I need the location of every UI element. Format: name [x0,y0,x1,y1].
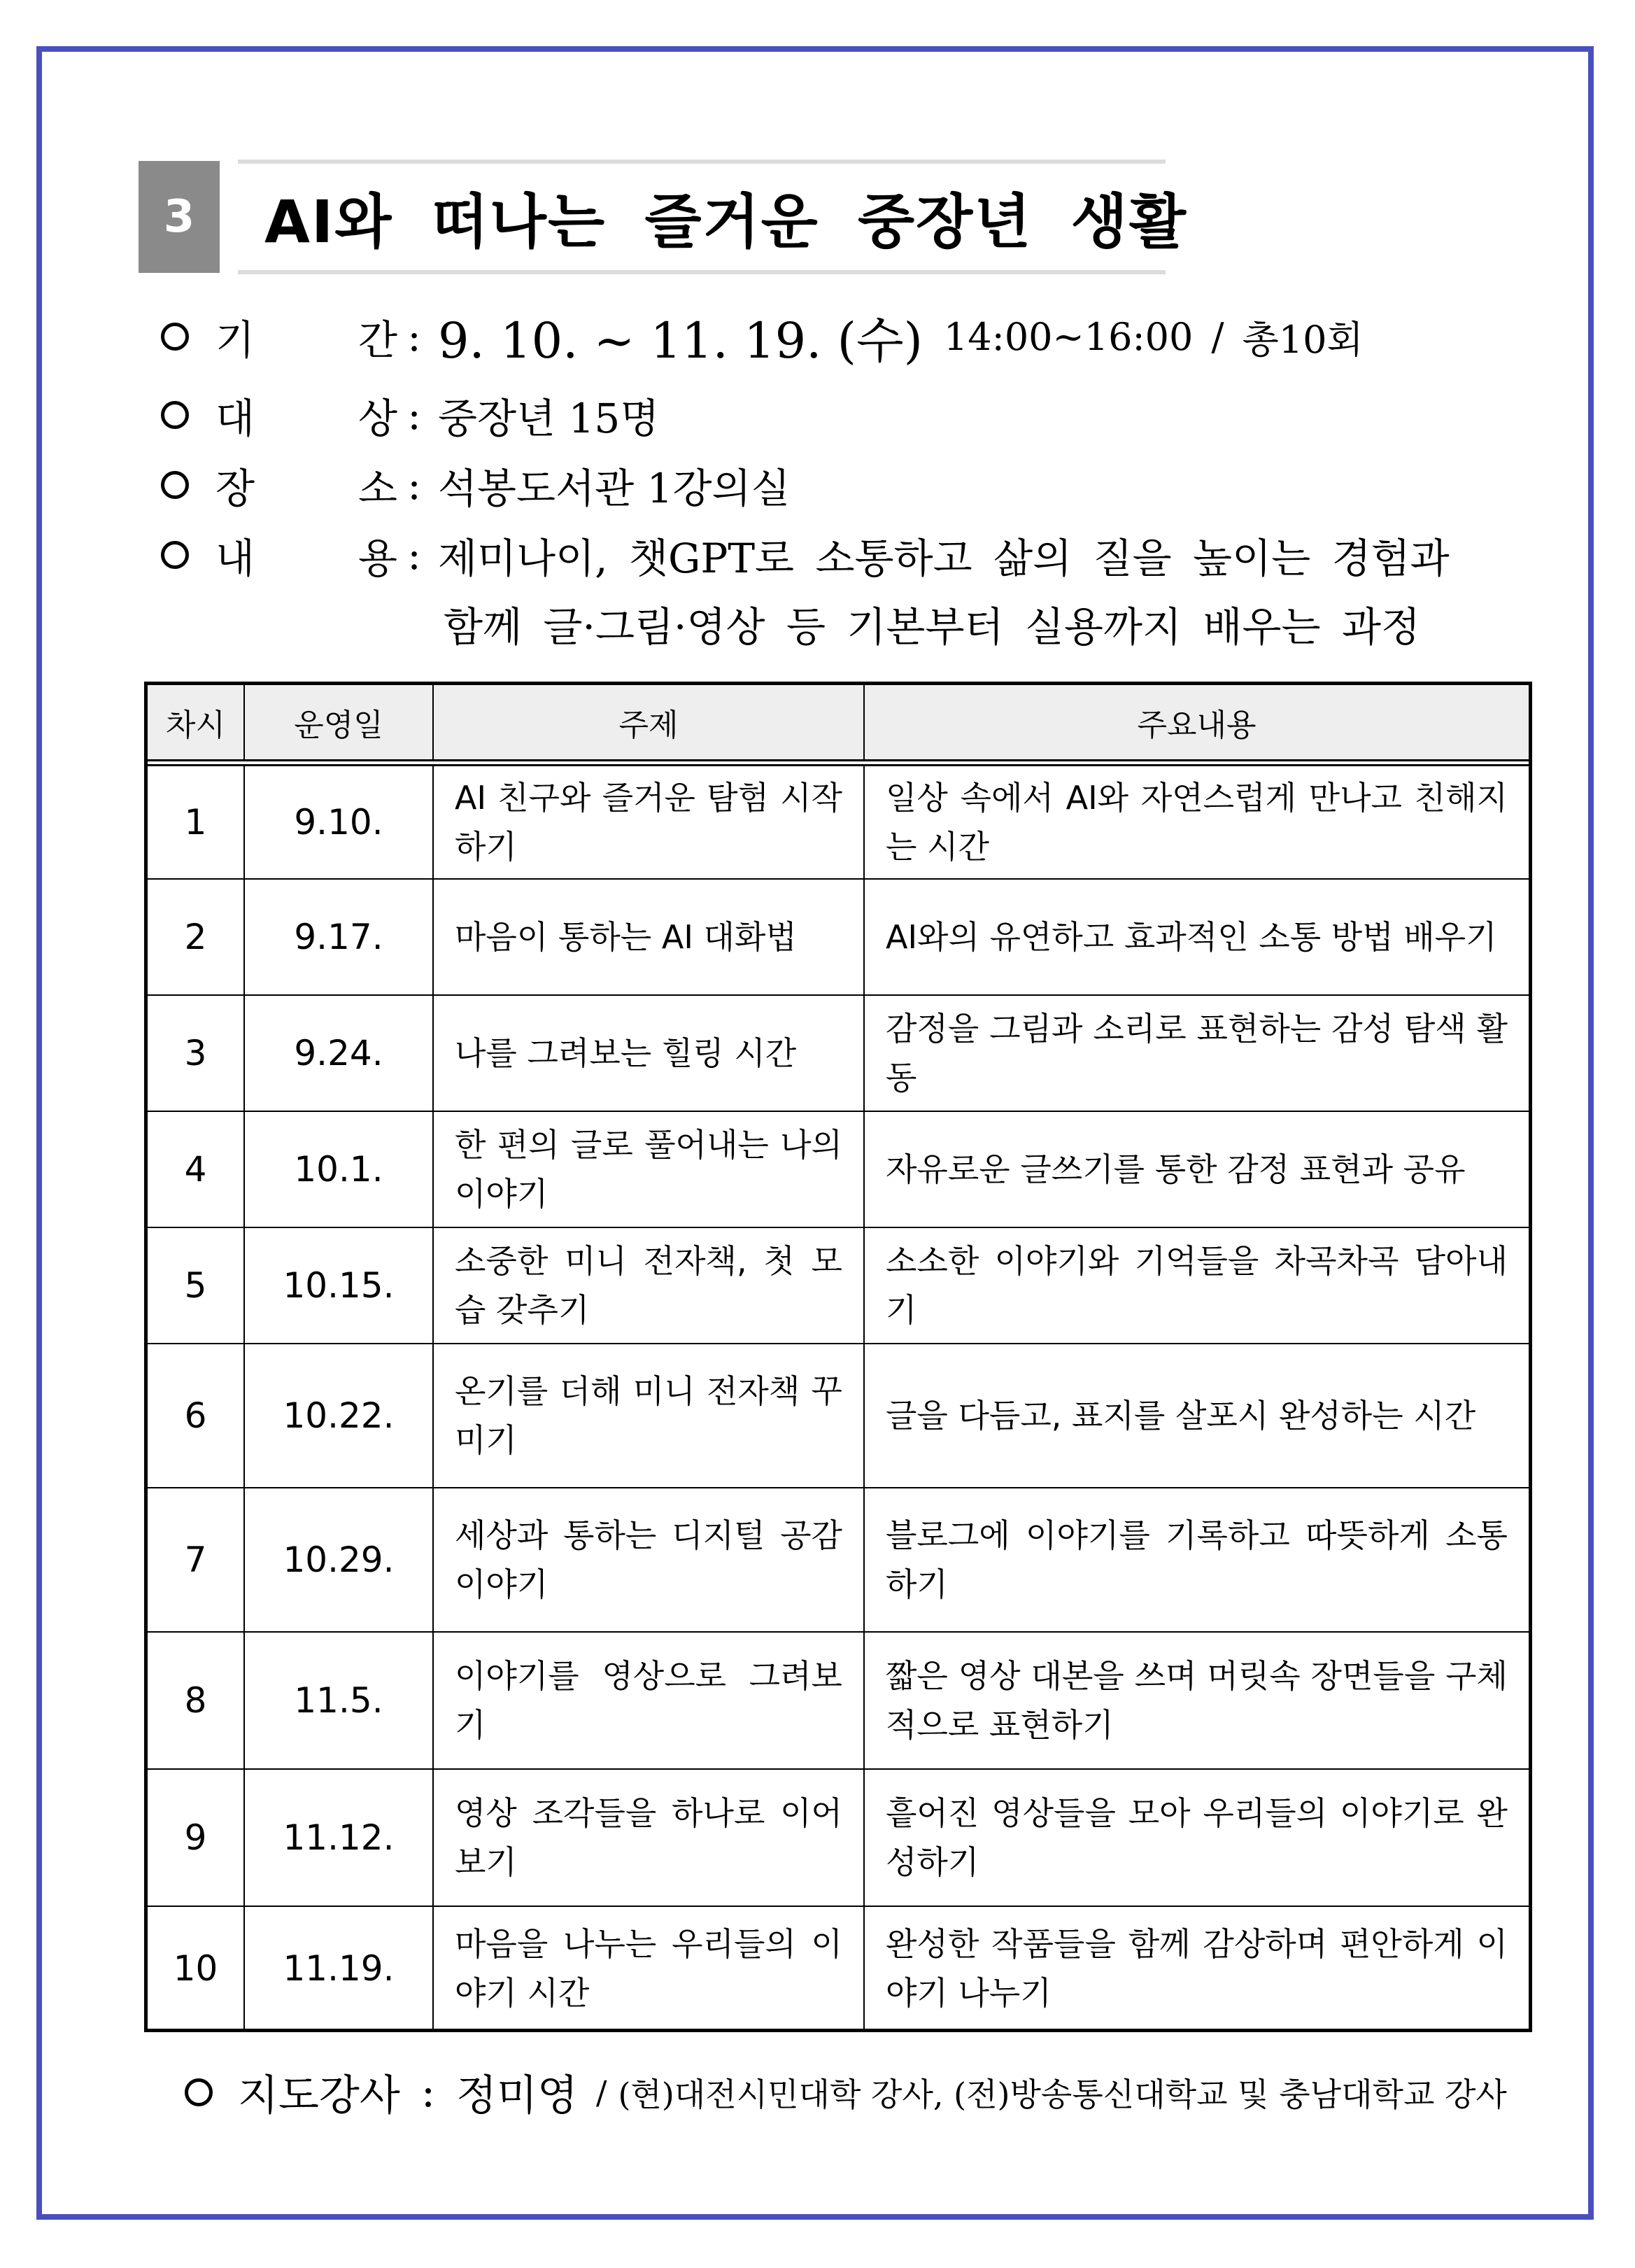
instructor-colon: : [420,2068,436,2117]
info-content [161,523,1450,586]
instructor-name: 정미영 [456,2071,578,2120]
session-content: 글을 다듬고, 표지를 살포시 완성하는 시간 [864,1344,1529,1488]
table-row [148,879,1529,995]
session-content: 블로그에 이야기를 기록하고 따뜻하게 소통하기 [864,1488,1529,1632]
title-bottom-rule [238,270,1166,274]
info-place [161,453,791,516]
session-content: 짧은 영상 대본을 쓰며 머릿속 장면들을 구체적으로 표현하기 [864,1632,1529,1769]
circle-bullet-icon [161,323,189,351]
session-no: 2 [148,879,244,995]
session-topic: 영상 조각들을 하나로 이어보기 [433,1769,864,1906]
period-dates: 9. 10. ~ 11. 19. (수) [438,311,923,369]
info-colon: : [407,531,421,579]
period-time: 14:00~16:00 [943,314,1194,359]
info-period [161,305,1364,368]
session-date: 10.22. [244,1344,433,1488]
session-no: 7 [148,1488,244,1632]
circle-bullet-icon [185,2078,213,2106]
circle-bullet-icon [161,401,189,429]
session-topic: 마음을 나누는 우리들의 이야기 시간 [433,1906,864,2029]
table-row [148,1488,1529,1632]
session-date: 11.19. [244,1906,433,2029]
session-topic: 나를 그려보는 힐링 시간 [433,995,864,1111]
session-no: 8 [148,1632,244,1769]
section-number: 3 [139,161,220,273]
session-topic: 세상과 통하는 디지털 공감 이야기 [433,1488,864,1632]
session-date: 11.12. [244,1769,433,1906]
session-date: 9.17. [244,879,433,995]
instructor-affiliation: (현)대전시민대학 강사, (전)방송통신대학교 및 충남대학교 강사 [618,2076,1507,2113]
instructor-sep: / [595,2073,607,2111]
session-topic: 온기를 더해 미니 전자책 꾸미기 [433,1344,864,1488]
info-label: 내 용 [215,535,397,582]
session-date: 9.10. [244,763,433,879]
session-topic: 이야기를 영상으로 그려보기 [433,1632,864,1769]
session-date: 10.1. [244,1111,433,1227]
table-row [148,763,1529,879]
session-date: 11.5. [244,1632,433,1769]
session-content: 소소한 이야기와 기억들을 차곡차곡 담아내기 [864,1227,1529,1344]
info-target [161,383,659,446]
session-no: 1 [148,763,244,879]
session-no: 4 [148,1111,244,1227]
table-header-row [148,685,1529,763]
table-row [148,1227,1529,1344]
schedule-table [144,682,1532,2032]
place-value: 석봉도서관 1강의실 [438,465,791,512]
table-row [148,1111,1529,1227]
period-sep: / [1211,314,1224,359]
info-label: 기 간 [215,316,397,364]
table-row [148,995,1529,1111]
table-row [148,1769,1529,1906]
title-top-rule [238,160,1166,164]
header-topic: 주제 [433,685,864,763]
session-topic: 소중한 미니 전자책, 첫 모습 갖추기 [433,1227,864,1344]
session-no: 10 [148,1906,244,2029]
session-topic: 마음이 통하는 AI 대화법 [433,879,864,995]
info-colon: : [407,313,421,360]
table-row [148,1632,1529,1769]
period-count: 총10회 [1242,317,1364,362]
session-date: 9.24. [244,995,433,1111]
header-session: 차시 [148,685,244,763]
session-no: 5 [148,1227,244,1344]
info-colon: : [407,461,421,509]
session-content: 흩어진 영상들을 모아 우리들의 이야기로 완성하기 [864,1769,1529,1906]
content-line-2: 함께 글·그림·영상 등 기본부터 실용까지 배우는 과정 [444,603,1421,651]
session-no: 9 [148,1769,244,1906]
info-label: 장 소 [215,465,397,512]
instructor-line [185,2057,1507,2127]
session-topic: AI 친구와 즐거운 탐험 시작하기 [433,763,864,879]
header-content: 주요내용 [864,685,1529,763]
section-title: AI와 떠나는 즐거운 중장년 생활 [264,187,1187,256]
session-content: 완성한 작품들을 함께 감상하며 편안하게 이야기 나누기 [886,1924,1508,2012]
session-content: AI와의 유연하고 효과적인 소통 방법 배우기 [864,879,1529,995]
session-date: 10.29. [244,1488,433,1632]
session-date: 10.15. [244,1227,433,1344]
session-topic: 한 편의 글로 풀어내는 나의 이야기 [433,1111,864,1227]
info-colon: : [407,391,421,439]
circle-bullet-icon [161,541,189,569]
session-no: 3 [148,995,244,1111]
info-label: 대 상 [215,395,397,442]
instructor-label: 지도강사 [238,2071,400,2120]
session-content: 일상 속에서 AI와 자연스럽게 만나고 친해지는 시간 [864,763,1529,879]
session-content: 감정을 그림과 소리로 표현하는 감성 탐색 활동 [864,995,1529,1111]
target-value: 중장년 15명 [438,395,660,442]
circle-bullet-icon [161,471,189,499]
session-no: 6 [148,1344,244,1488]
table-row [148,1344,1529,1488]
session-content: 자유로운 글쓰기를 통한 감정 표현과 공유 [864,1111,1529,1227]
header-date: 운영일 [244,685,433,763]
content-line-1: 제미나이, 챗GPT로 소통하고 삶의 질을 높이는 경험과 [438,535,1450,582]
table-row [148,1906,1529,2029]
